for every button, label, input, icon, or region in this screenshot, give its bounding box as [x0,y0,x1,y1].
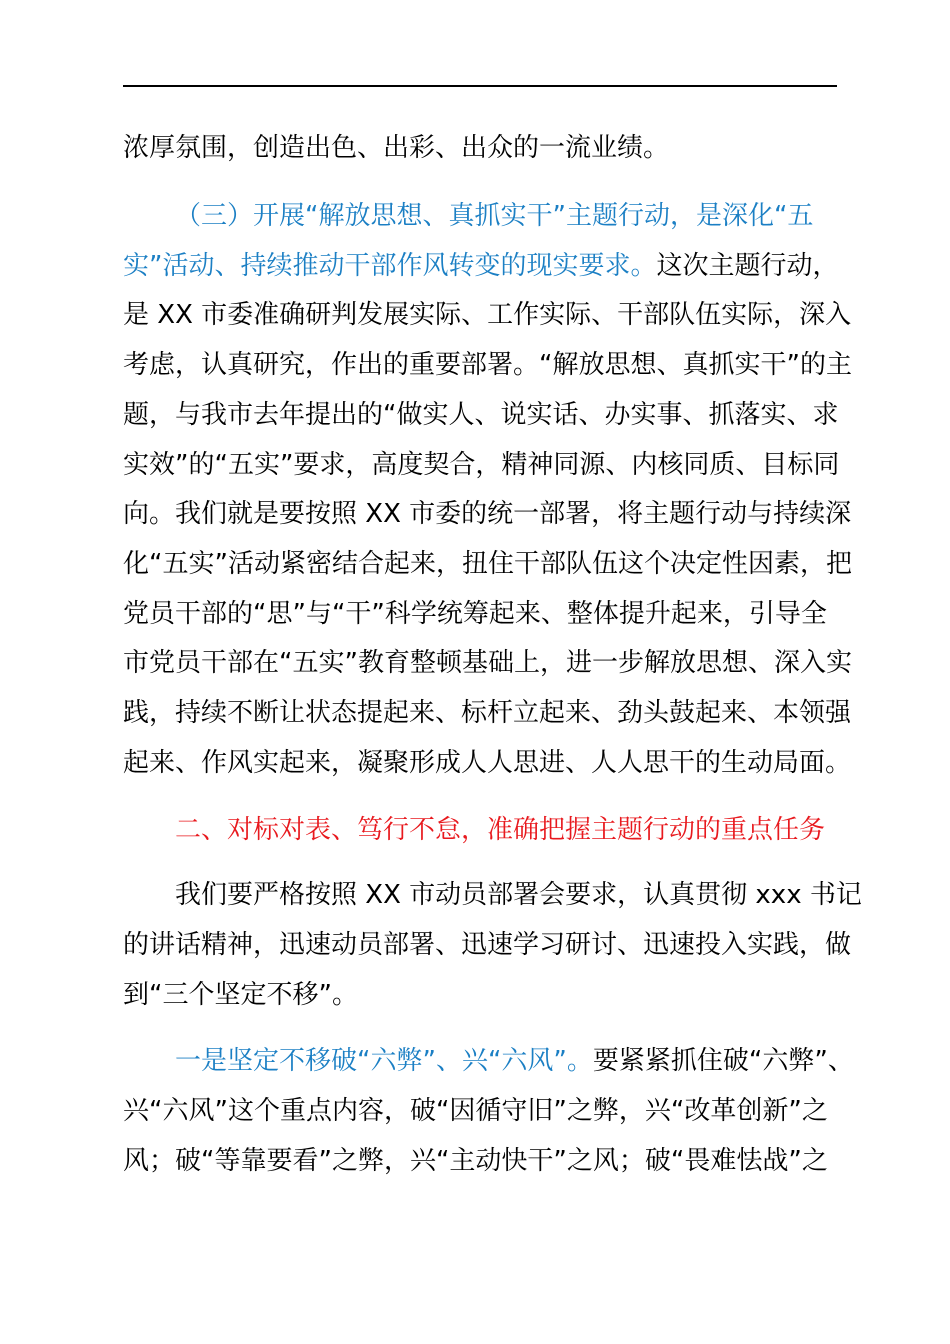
paragraph-2-line-10: 市党员干部在“五实”教育整顿基础上，进一步解放思想、深入实 [123,648,852,678]
paragraph-4-line-1 [175,1046,854,1076]
paragraph-2-line-2 [123,251,839,281]
paragraph-2-line-8: 化“五实”活动紧密结合起来，扭住干部队伍这个决定性因素，把 [123,549,852,579]
paragraph-2-line-11: 践，持续不断让状态提起来、标杆立起来、劲头鼓起来、本领强 [123,698,852,728]
header-rule [123,85,837,87]
paragraph-4-line-3: 风；破“等靠要看”之弊，兴“主动快干”之风；破“畏难怯战”之 [123,1146,828,1176]
paragraph-2-line-6: 实效”的“五实”要求，高度契合，精神同源、内核同质、目标同 [123,450,840,480]
paragraph-2-line-12: 起来、作风实起来，凝聚形成人人思进、人人思干的生动局面。 [123,748,852,778]
paragraph-2-line-5: 题，与我市去年提出的“做实人、说实话、办实事、抓落实、求 [123,400,839,430]
paragraph-4-line-1-emphasis: 一是坚定不移破“六弊”、兴“六风”。 [175,1046,593,1076]
section-heading: 二、对标对表、笃行不怠，准确把握主题行动的重点任务 [175,815,826,845]
paragraph-2-line-1: （三）开展“解放思想、真抓实干”主题行动，是深化“五 [175,201,814,231]
paragraph-4-line-1-text: 要紧紧抓住破“六弊”、 [592,1046,854,1076]
paragraph-3-line-2: 的讲话精神，迅速动员部署、迅速学习研讨、迅速投入实践，做 [123,930,852,960]
paragraph-1-line-1: 浓厚氛围，创造出色、出彩、出众的一流业绩。 [123,133,670,163]
paragraph-3-line-3: 到“三个坚定不移”。 [123,980,358,1010]
paragraph-2-line-9: 党员干部的“思”与“干”科学统筹起来、整体提升起来，引导全 [123,599,827,629]
paragraph-2-line-2-text: 这次主题行动， [656,251,839,281]
paragraph-2-line-7: 向。我们就是要按照 XX 市委的统一部署，将主题行动与持续深 [123,499,852,529]
paragraph-2-line-3: 是 XX 市委准确研判发展实际、工作实际、干部队伍实际，深入 [123,300,852,330]
paragraph-2-line-4: 考虑，认真研究，作出的重要部署。“解放思想、真抓实干”的主 [123,350,852,380]
paragraph-2-line-2-emphasis: 实”活动、持续推动干部作风转变的现实要求。 [123,251,657,281]
paragraph-4-line-2: 兴“六风”这个重点内容，破“因循守旧”之弊，兴“改革创新”之 [123,1096,828,1126]
paragraph-3-line-1: 我们要严格按照 XX 市动员部署会要求，认真贯彻 xxx 书记 [175,880,862,910]
